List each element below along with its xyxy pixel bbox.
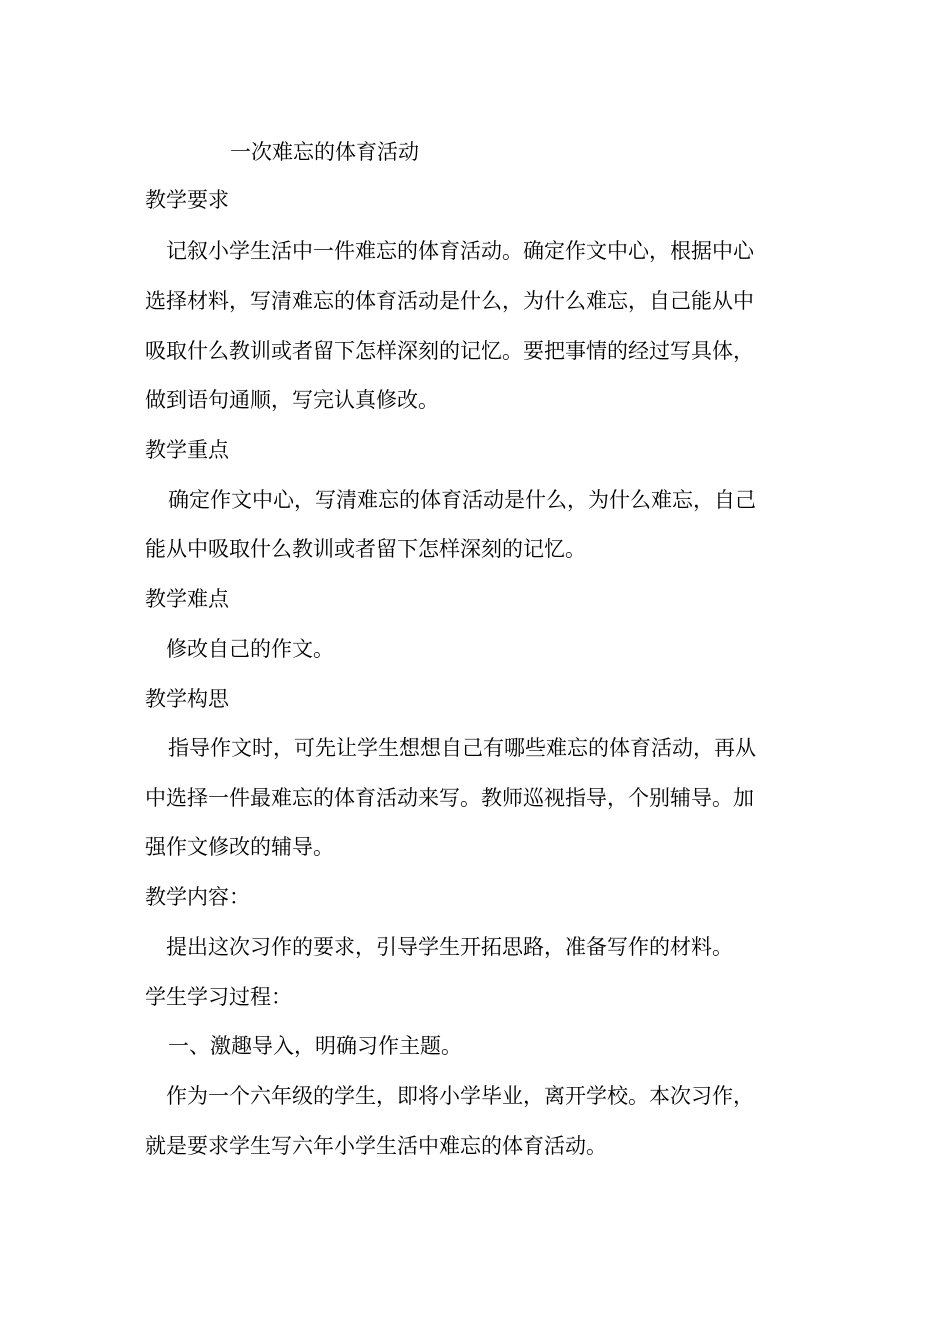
- paragraph-line: 一、激趣导入，明确习作主题。: [168, 1034, 462, 1058]
- document-title: 一次难忘的体育活动: [230, 140, 419, 164]
- section-heading-difficulties: 教学难点: [145, 587, 229, 611]
- paragraph-line: 做到语句通顺，写完认真修改。: [145, 388, 439, 412]
- paragraph-line: 中选择一件最难忘的体育活动来写。教师巡视指导，个别辅导。加: [145, 786, 754, 810]
- paragraph-line: 就是要求学生写六年小学生活中难忘的体育活动。: [145, 1134, 607, 1158]
- paragraph-line: 强作文修改的辅导。: [145, 835, 334, 859]
- paragraph-line: 确定作文中心，写清难忘的体育活动是什么，为什么难忘，自己: [168, 488, 756, 512]
- paragraph-line: 修改自己的作文。: [166, 637, 334, 661]
- paragraph-line: 作为一个六年级的学生，即将小学毕业，离开学校。本次习作，: [166, 1084, 754, 1108]
- paragraph-line: 选择材料，写清难忘的体育活动是什么，为什么难忘，自己能从中: [145, 289, 754, 313]
- section-heading-process: 学生学习过程：: [145, 985, 292, 1009]
- paragraph-line: 指导作文时，可先让学生想想自己有哪些难忘的体育活动，再从: [168, 736, 756, 760]
- section-heading-content: 教学内容：: [145, 885, 250, 909]
- section-heading-concept: 教学构思: [145, 687, 229, 711]
- paragraph-line: 记叙小学生活中一件难忘的体育活动。确定作文中心，根据中心: [166, 239, 754, 263]
- paragraph-line: 吸取什么教训或者留下怎样深刻的记忆。要把事情的经过写具体，: [145, 339, 754, 363]
- paragraph-line: 能从中吸取什么教训或者留下怎样深刻的记忆。: [145, 537, 586, 561]
- paragraph-line: 提出这次习作的要求，引导学生开拓思路，准备写作的材料。: [166, 935, 733, 959]
- section-heading-requirements: 教学要求: [145, 188, 229, 212]
- section-heading-key-points: 教学重点: [145, 438, 229, 462]
